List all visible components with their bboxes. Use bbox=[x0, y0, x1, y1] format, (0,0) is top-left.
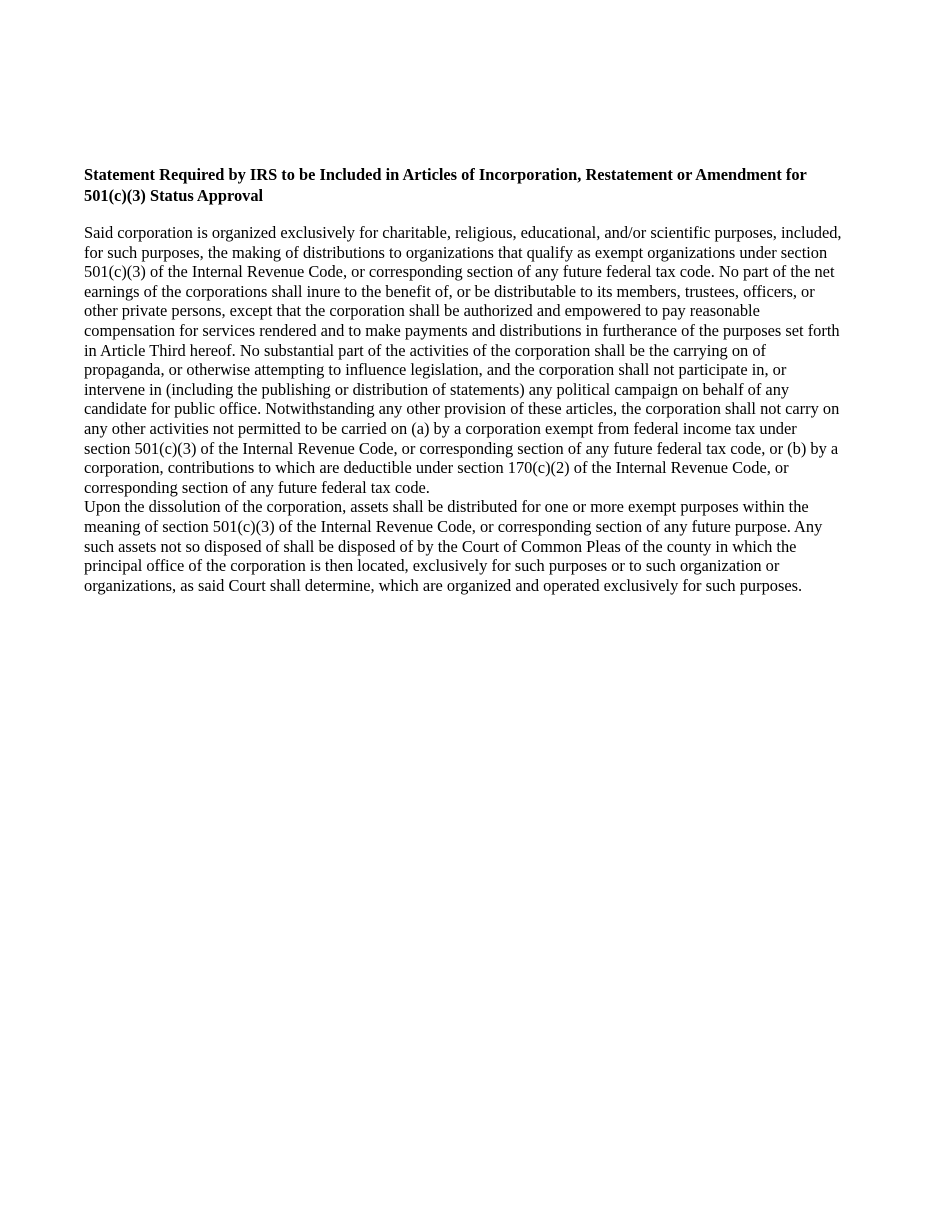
paragraph-purpose: Said corporation is organized exclusively for charitable, religious, educational, and/or scientific purposes, included, for such purposes, the making of distributions to organizations that qualify as exempt organizations under section 501(c)(3) of the Internal Revenue Code, or corresponding section of any future federal tax code. No part of the net earnings of the corporations shall inure to the benefit of, or be distributable to its members, trustees, officers, or other private persons, except that the corporation shall be authorized and empowered to pay reasonable compensation for services rendered and to make payments and distributions in furtherance of the purposes set forth in Article Third hereof. No substantial part of the activities of the corporation shall be the carrying on of propaganda, or otherwise attempting to influence legislation, and the corporation shall not participate in, or intervene in (including the publishing or distribution of statements) any political campaign on behalf of any candidate for public office. Notwithstanding any other provision of these articles, the corporation shall not carry on any other activities not permitted to be carried on (a) by a corporation exempt from federal income tax under section 501(c)(3) of the Internal Revenue Code, or corresponding section of any future federal tax code, or (b) by a corporation, contributions to which are deductible under section 170(c)(2) of the Internal Revenue Code, or corresponding section of any future federal tax code. bbox=[84, 223, 842, 497]
document-content bbox=[84, 164, 844, 595]
paragraph-dissolution: Upon the dissolution of the corporation, assets shall be distributed for one or more exempt purposes within the meaning of section 501(c)(3) of the Internal Revenue Code, or corresponding section of any future purpose. Any such assets not so disposed of shall be disposed of by the Court of Common Pleas of the county in which the principal office of the corporation is then located, exclusively for such purposes or to such organization or organizations, as said Court shall determine, which are organized and operated exclusively for such purposes. bbox=[84, 497, 823, 595]
document-title: Statement Required by IRS to be Included in Articles of Incorporation, Restatement or Amendment for 501(c)(3) Status Approval bbox=[84, 165, 807, 205]
document-body bbox=[84, 223, 844, 595]
